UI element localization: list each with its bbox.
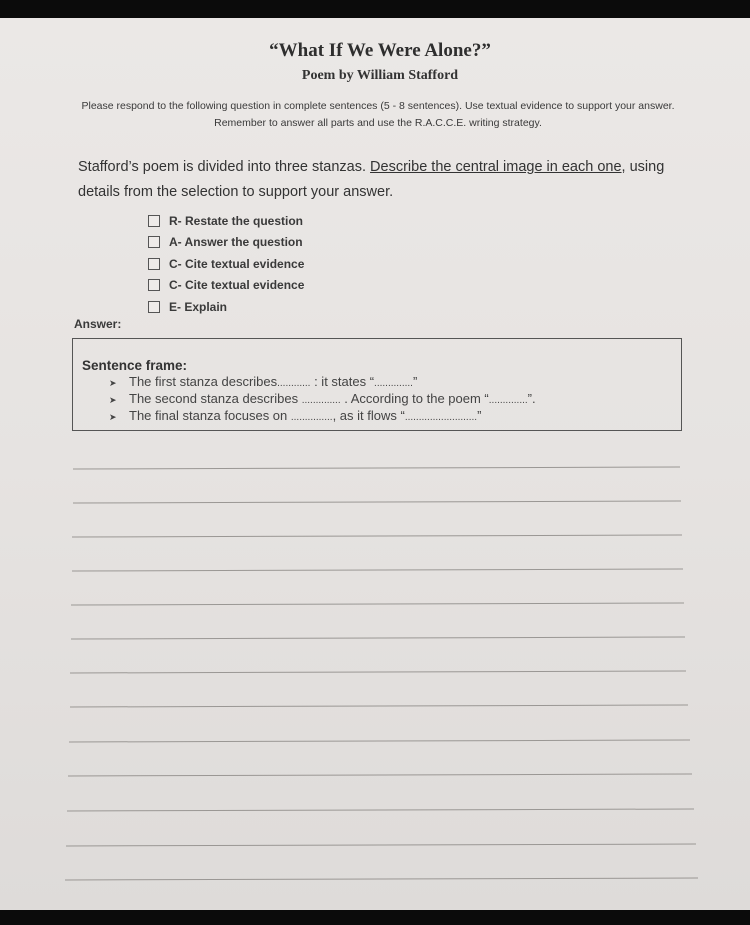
blank-dots: ............	[277, 378, 311, 389]
checklist-label: A- Answer the question	[169, 235, 303, 250]
answer-line[interactable]	[73, 501, 681, 503]
arrow-bullet-icon: ➤	[109, 378, 117, 388]
answer-line[interactable]	[73, 467, 680, 469]
answer-line[interactable]	[66, 844, 696, 846]
checklist-label: R- Restate the question	[169, 213, 304, 228]
arrow-bullet-icon: ➤	[109, 412, 117, 422]
blank-dots: ..........................	[404, 412, 478, 423]
worksheet-subtitle: Poem by William Stafford	[301, 68, 459, 83]
blank-dots: ..............	[488, 395, 528, 406]
frame-text: The final stanza focuses on	[129, 408, 291, 423]
answer-line[interactable]	[67, 809, 694, 811]
frame-text: , as it flows “	[332, 408, 405, 423]
frame-text: ”	[412, 374, 418, 389]
blank-dots: ..............	[374, 378, 413, 389]
answer-line[interactable]	[72, 535, 682, 537]
question-text-end: , using details from the selection to support your answer.	[78, 159, 665, 200]
frame-text: ”.	[527, 391, 536, 406]
bottom-black-border	[0, 910, 750, 925]
checklist-label: E- Explain	[169, 299, 228, 314]
answer-line[interactable]	[71, 603, 684, 605]
answer-line[interactable]	[70, 671, 686, 673]
question-text-start: Stafford’s poem is divided into three stanzas.	[78, 159, 371, 175]
frame-text: ”	[477, 408, 482, 423]
answer-line[interactable]	[72, 569, 683, 571]
instructions-text: Please respond to the following question in complete sentences (5 - 8 sentences). Use textual evidence to support your answer. Remember to answer all parts and use the R.A.C.C.E. writing strategy.	[81, 100, 675, 129]
answer-lines	[0, 18, 750, 910]
answer-line[interactable]	[68, 774, 692, 776]
answer-line[interactable]	[71, 637, 685, 639]
worksheet-page	[0, 18, 750, 910]
question-underlined-text: Describe the central image in each one	[370, 159, 622, 175]
worksheet-title: “What If We Were Alone?”	[269, 40, 491, 61]
answer-label: Answer:	[74, 317, 122, 331]
frame-text: The second stanza describes	[129, 391, 302, 406]
answer-line[interactable]	[69, 740, 690, 742]
checklist-label: C- Cite textual evidence	[169, 278, 305, 293]
blank-dots: ..............	[301, 395, 341, 406]
frame-text: . According to the poem “	[340, 391, 489, 406]
top-black-border	[0, 0, 750, 18]
checklist-label: C- Cite textual evidence	[169, 256, 305, 271]
blank-dots: ...............	[290, 412, 333, 423]
answer-line[interactable]	[65, 878, 698, 880]
frame-text: The first stanza describes	[129, 374, 278, 389]
frame-text: : it states “	[310, 374, 375, 389]
arrow-bullet-icon: ➤	[109, 395, 117, 405]
sentence-frame-title: Sentence frame:	[82, 358, 188, 373]
answer-line[interactable]	[70, 705, 688, 707]
